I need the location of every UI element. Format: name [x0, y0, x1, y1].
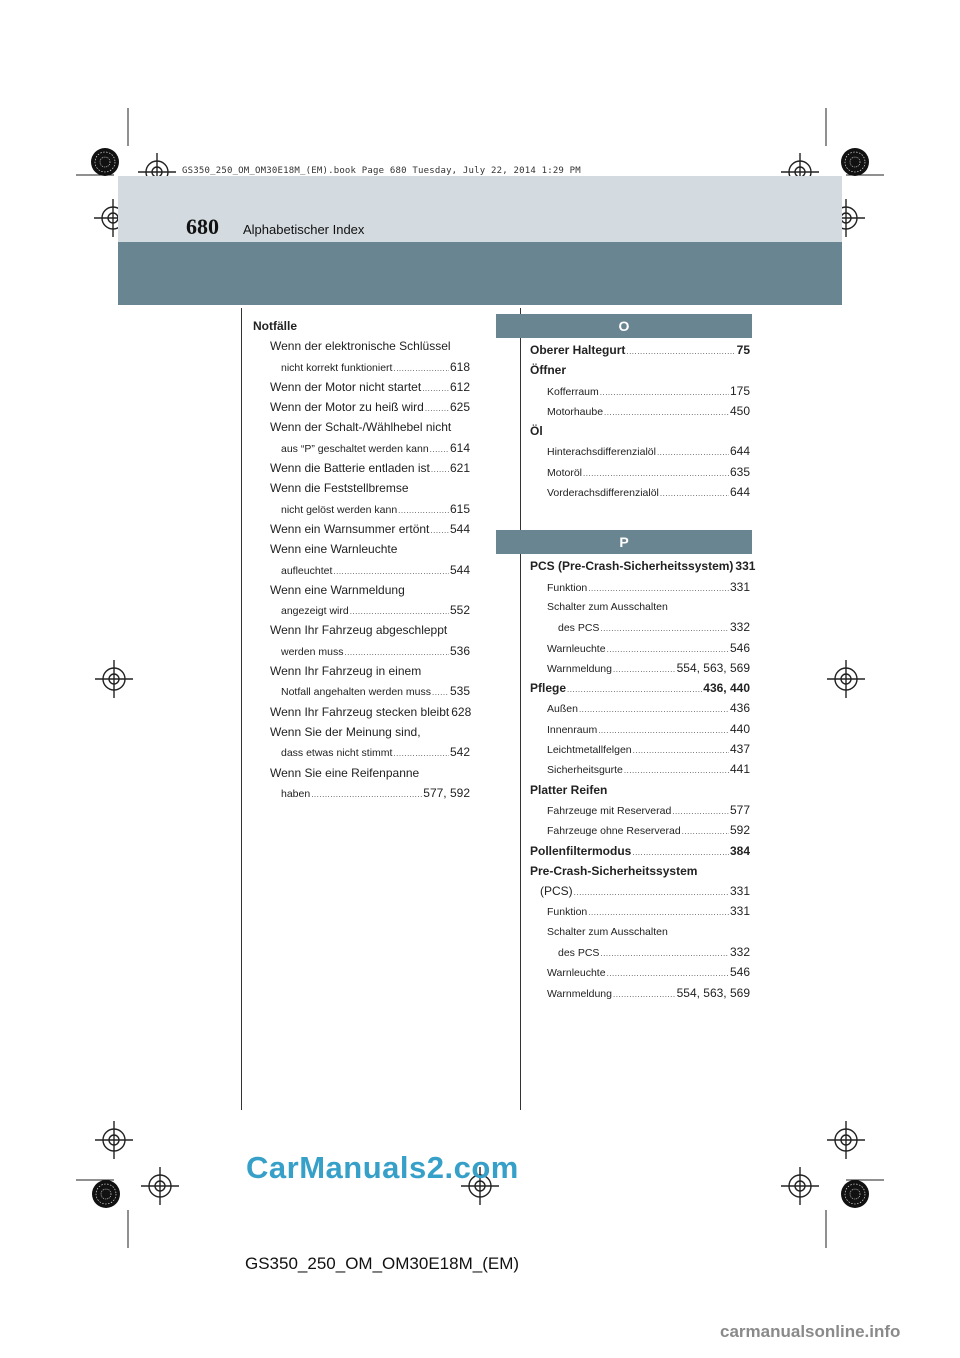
dot-leader [432, 683, 449, 703]
section-header-o: O [496, 314, 752, 338]
dot-leader [624, 761, 729, 781]
index-entry-term: Öl [530, 424, 543, 439]
index-entry [253, 600, 470, 620]
index-entry-term: Wenn die Feststellbremse [270, 481, 409, 496]
index-entry [530, 820, 750, 840]
section-p-entries [530, 556, 756, 1003]
index-entry-term: Motorhaube [547, 405, 604, 418]
index-entry [530, 861, 750, 881]
column-rule-left [241, 308, 242, 1110]
index-entry-page: 577 [729, 802, 750, 817]
index-entry-page: 441 [729, 762, 750, 777]
index-entry [530, 739, 750, 759]
page-number: 680 [186, 214, 219, 239]
index-entry-page: 450 [729, 403, 750, 418]
dot-leader [350, 602, 449, 622]
index-entry-term: Oberer Haltegurt [530, 343, 626, 357]
index-entry-term: Wenn eine Warnmeldung [270, 582, 405, 597]
index-entry-page: 615 [449, 501, 470, 516]
index-entry-term: (PCS) [540, 884, 573, 899]
index-entry-page: 544 [449, 562, 470, 577]
index-entry-page: 552 [449, 603, 470, 618]
index-entry-term: aufleuchtet [281, 564, 333, 577]
index-entry-page: 546 [729, 640, 750, 655]
index-entry [530, 462, 750, 482]
index-entry-term: Pollenfiltermodus [530, 843, 632, 858]
footer-code: GS350_250_OM_OM30E18M_(EM) [245, 1254, 520, 1273]
index-entry-term: Schalter zum Ausschalten [547, 925, 668, 938]
index-entry-page: 592 [729, 823, 750, 838]
dot-leader [422, 379, 449, 399]
registration-sun-bottom-right [841, 1180, 869, 1208]
index-entry [253, 357, 470, 377]
index-entry-page: 612 [449, 379, 470, 394]
index-entry-page: 625 [449, 400, 470, 415]
index-entry [253, 763, 470, 783]
dot-leader [393, 359, 449, 379]
index-entry-term: Hinterachsdifferenzialöl [547, 446, 656, 459]
index-entry-page: 437 [729, 742, 750, 757]
index-entry-term: Wenn der Schalt-/Wählhebel nicht [270, 420, 452, 435]
index-entry-term: Warnmeldung [547, 662, 612, 675]
index-entry [530, 678, 750, 698]
dot-leader [672, 802, 729, 822]
index-entry-page: 614 [449, 440, 470, 455]
dot-leader [431, 460, 449, 480]
index-entry-term: Wenn eine Warnleuchte [270, 542, 398, 557]
registration-sun-bottom-left [92, 1180, 120, 1208]
dot-leader [657, 443, 729, 463]
index-entry-term: Wenn Ihr Fahrzeug abgeschleppt [270, 623, 448, 638]
index-entry [253, 722, 470, 742]
index-entry-term: Wenn die Batterie entladen ist [270, 461, 430, 476]
index-entry [530, 482, 750, 502]
index-entry [530, 577, 750, 597]
index-entry-page: 621 [449, 461, 470, 476]
index-entry-term: des PCS [558, 622, 600, 635]
index-entry [530, 780, 750, 800]
dot-leader [425, 399, 449, 419]
registration-sun-top-right [841, 148, 869, 176]
index-entry [253, 417, 470, 437]
header-band-dark [118, 242, 842, 305]
index-entry [530, 800, 750, 820]
registration-cross-bottom-left-upper [95, 1121, 133, 1159]
index-entry-term: Öffner [530, 363, 566, 378]
dot-leader [626, 342, 735, 362]
index-entry-term: angezeigt wird [281, 605, 349, 618]
dot-leader [344, 643, 449, 663]
index-entry-term: Funktion [547, 581, 588, 594]
index-entry [253, 438, 470, 458]
index-entry [253, 661, 470, 681]
index-entry-page: 331 [729, 904, 750, 919]
index-entry-term: Außen [547, 703, 578, 716]
index-entry [253, 499, 470, 519]
index-entry-term: des PCS [558, 947, 600, 960]
index-entry [253, 458, 470, 478]
index-entry [530, 381, 750, 401]
print-mark: GS350_250_OM_OM30E18M_(EM).book Page 680 Tuesday, July 22, 2014 1:29 PM [182, 166, 581, 176]
index-entry-page: 644 [729, 485, 750, 500]
index-entry-term: Wenn der Motor nicht startet [270, 379, 422, 394]
index-column-left [253, 316, 470, 803]
dot-leader [600, 944, 729, 964]
index-entry [253, 641, 470, 661]
registration-cross-mid-left [95, 660, 133, 698]
section-o-entries [530, 340, 750, 502]
section-header-p: P [496, 530, 752, 554]
index-entry-term: haben [281, 787, 311, 800]
index-column-right [496, 314, 756, 1003]
index-entry-page: 331 [729, 579, 750, 594]
index-entry [530, 441, 750, 461]
index-entry-term: Pflege [530, 681, 567, 696]
index-entry [530, 922, 750, 942]
index-entry-page: 440 [729, 721, 750, 736]
page-title: Alphabetischer Index [243, 222, 365, 237]
index-entry-page: 635 [729, 464, 750, 479]
index-entry [530, 698, 750, 718]
index-entry [530, 983, 750, 1003]
index-entry-page: 544 [449, 521, 470, 536]
index-entry-term: Fahrzeuge mit Reserverad [547, 804, 672, 817]
index-entry [253, 478, 470, 498]
index-entry [530, 597, 750, 617]
index-entry [530, 360, 750, 380]
index-entry [253, 580, 470, 600]
index-entry-page: 628 [451, 704, 472, 719]
index-entry-page: 536 [449, 643, 470, 658]
registration-sun-top-left [91, 148, 119, 176]
index-entry-page: 542 [449, 745, 470, 760]
dot-leader [632, 843, 729, 863]
index-entry [530, 901, 750, 921]
dot-leader [633, 741, 729, 761]
dot-leader [430, 440, 449, 460]
index-entry-term: Notfall angehalten werden muss [281, 686, 432, 699]
index-entry-term: Funktion [547, 906, 588, 919]
index-entry-page: 577, 592 [423, 785, 470, 800]
index-entry-term: Leichtmetallfelgen [547, 744, 632, 757]
index-entry-page: 546 [729, 965, 750, 980]
dot-leader [583, 464, 729, 484]
index-entry-term: nicht korrekt funktioniert [281, 361, 393, 374]
header-band [118, 176, 842, 242]
index-entry [530, 962, 750, 982]
dot-leader [579, 700, 729, 720]
index-entry [530, 401, 750, 421]
index-entry [253, 560, 470, 580]
index-entry [530, 841, 750, 861]
index-entry-page: 332 [729, 945, 750, 960]
index-entry-term: dass etwas nicht stimmt [281, 747, 393, 760]
index-entry-term: Wenn Sie der Meinung sind, [270, 724, 421, 739]
index-entry-term: Wenn Sie eine Reifenpanne [270, 765, 420, 780]
index-entry-term: Wenn Ihr Fahrzeug stecken bleibt [270, 704, 450, 719]
index-entry [253, 397, 470, 417]
index-entry [253, 519, 470, 539]
index-entry-page: 175 [729, 383, 750, 398]
index-entry-term: Wenn ein Warnsummer ertönt [270, 521, 430, 536]
dot-leader [604, 403, 729, 423]
index-entry-page: 75 [736, 343, 750, 357]
index-entry [530, 942, 750, 962]
dot-leader [393, 744, 449, 764]
dot-leader [682, 822, 729, 842]
index-entry-term: Sicherheitsgurte [547, 764, 623, 777]
index-entry [530, 759, 750, 779]
index-entry-term: Wenn Ihr Fahrzeug in einem [270, 664, 422, 679]
dot-leader [588, 579, 729, 599]
index-entry-page: 436, 440 [703, 681, 750, 696]
index-entry-page: 618 [449, 359, 470, 374]
index-entry [530, 881, 750, 901]
index-entry-page: 331 [735, 559, 756, 574]
dot-leader [607, 640, 729, 660]
index-entry-page: 332 [729, 620, 750, 635]
dot-leader [613, 985, 676, 1005]
index-entry-term: Fahrzeuge ohne Reserverad [547, 825, 681, 838]
index-entry [530, 617, 750, 637]
dot-leader [600, 619, 729, 639]
index-entry-term: Pre-Crash-Sicherheitssystem [530, 863, 698, 878]
index-entry-page: 535 [449, 684, 470, 699]
index-entry [530, 421, 750, 441]
index-entry [530, 658, 750, 678]
index-entry-page: 644 [729, 444, 750, 459]
index-entry-term: Vorderachsdifferenzialöl [547, 487, 659, 500]
index-entry-page: 554, 563, 569 [676, 985, 750, 1000]
index-entry [253, 336, 470, 356]
index-entry-term: Notfälle [253, 319, 298, 333]
index-entry [530, 638, 750, 658]
index-entry-term: Platter Reifen [530, 782, 608, 797]
dot-leader [398, 501, 449, 521]
watermark-logo: CarManuals2.com [246, 1150, 519, 1185]
index-entry-term: Schalter zum Ausschalten [547, 600, 668, 613]
index-entry [253, 377, 470, 397]
index-entry-term: Wenn der elektronische Schlüssel [270, 339, 451, 354]
index-entry-term: Wenn der Motor zu heiß wird [270, 400, 424, 415]
index-entry-page: 384 [729, 843, 750, 858]
index-entry [253, 539, 470, 559]
index-entry-term: Kofferraum [547, 385, 599, 398]
index-entry [253, 742, 470, 762]
index-entry [253, 681, 470, 701]
index-entry-page: 554, 563, 569 [676, 660, 750, 675]
index-entry-term: Warnmeldung [547, 987, 612, 1000]
dot-leader [613, 660, 676, 680]
index-entry-page: 331 [729, 884, 750, 899]
dot-leader [430, 521, 449, 541]
index-entry-term: Motoröl [547, 466, 583, 479]
dot-leader [588, 903, 729, 923]
dot-leader [574, 883, 729, 903]
index-entry-term: nicht gelöst werden kann [281, 503, 398, 516]
index-entry [530, 719, 750, 739]
dot-leader [607, 964, 729, 984]
index-entry-term: werden muss [281, 645, 344, 658]
index-entry [530, 556, 756, 576]
index-entry [530, 340, 750, 360]
registration-cross-bottom-right-upper [827, 1121, 865, 1159]
index-entry-term: aus “P” geschaltet werden kann [281, 442, 429, 455]
dot-leader [600, 383, 729, 403]
registration-cross-bottom-left [141, 1167, 179, 1205]
index-entry [253, 702, 470, 722]
index-entry-term: PCS (Pre-Crash-Sicherheitssystem) [530, 559, 734, 574]
index-entry [253, 783, 470, 803]
dot-leader [567, 680, 702, 700]
index-entry-term: Warnleuchte [547, 967, 606, 980]
index-entry [253, 620, 470, 640]
index-entry [253, 316, 470, 336]
dot-leader [598, 721, 729, 741]
dot-leader [311, 785, 422, 805]
index-entry-term: Warnleuchte [547, 642, 606, 655]
bottom-watermark: carmanualsonline.info [720, 1322, 901, 1341]
index-entry-term: Innenraum [547, 723, 598, 736]
index-entry-page: 436 [729, 701, 750, 716]
dot-leader [333, 562, 449, 582]
registration-cross-bottom-right [781, 1167, 819, 1205]
registration-cross-mid-right [827, 660, 865, 698]
dot-leader [660, 484, 729, 504]
